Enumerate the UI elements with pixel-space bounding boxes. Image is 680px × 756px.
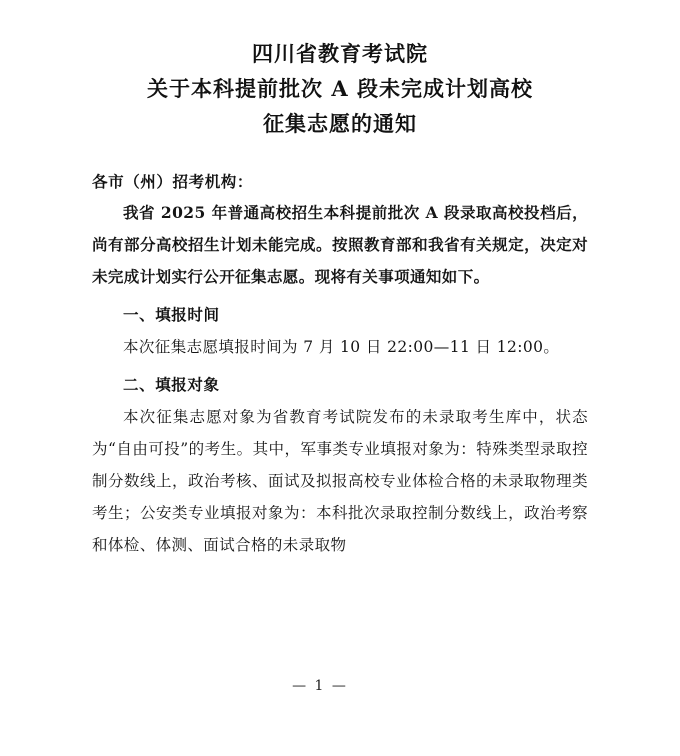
document-title <box>92 0 588 141</box>
section-heading-2: 二、填报对象 <box>123 375 220 394</box>
title-line-1: 四川省教育考试院 <box>252 41 428 66</box>
title-line-2: 关于本科提前批次 A 段未完成计划高校 <box>147 76 533 101</box>
salutation: 各市（州）招考机构： <box>92 172 254 191</box>
intro-paragraph: 我省 2025 年普通高校招生本科提前批次 A 段录取高校投档后，尚有部分高校招生计划未能完成。按照教育部和我省有关规定，决定对未完成计划实行公开征集志愿。现将有关事项通知如下。 <box>92 203 588 286</box>
section-paragraph-1: 本次征集志愿填报时间为 7 月 10 日 22:00—11 日 12:00。 <box>123 338 560 356</box>
page-number: — 1 — <box>292 678 348 694</box>
section-heading-1: 一、填报时间 <box>123 305 220 324</box>
page-footer <box>0 675 680 694</box>
document-body <box>92 167 588 561</box>
title-line-3: 征集志愿的通知 <box>263 111 417 136</box>
section-paragraph-2: 本次征集志愿对象为省教育考试院发布的未录取考生库中，状态为“自由可投”的考生。其中，军事类专业填报对象为：特殊类型录取控制分数线上，政治考核、面试及拟报高校专业体检合格的未录取物理类考生；公安类专业填报对象为：本科批次录取控制分数线上，政治考察和体检、体测、面试合格的未录取物 <box>92 408 588 554</box>
